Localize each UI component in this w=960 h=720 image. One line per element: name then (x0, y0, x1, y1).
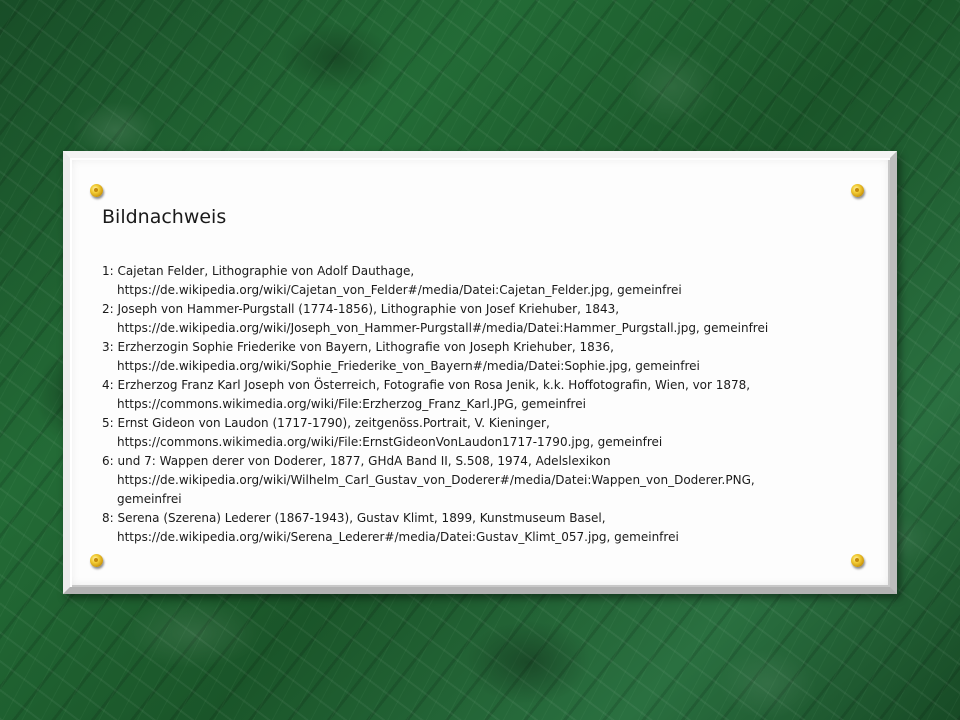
credit-source-url: https://de.wikipedia.org/wiki/Wilhelm_Carl_Gustav_von_Doderer#/media/Datei:Wappen_von_Doderer.PNG, (117, 473, 755, 487)
credit-description: 4: Erzherzog Franz Karl Joseph von Österreich, Fotografie von Rosa Jenik, k.k. Hoffotografin, Wien, vor 1878, (102, 378, 751, 392)
credit-item (102, 300, 862, 338)
pin-top-left (90, 184, 103, 197)
credit-description: 8: Serena (Szerena) Lederer (1867-1943), Gustav Klimt, 1899, Kunstmuseum Basel, (102, 511, 606, 525)
credits-list (102, 262, 862, 547)
pin-bottom-left (90, 554, 103, 567)
credit-item (102, 376, 862, 414)
credit-license: gemeinfrei (117, 492, 182, 506)
credit-source-url: https://de.wikipedia.org/wiki/Sophie_Friederike_von_Bayern#/media/Datei:Sophie.jpg, gemeinfrei (117, 359, 700, 373)
credit-item (102, 338, 862, 376)
credit-description: 3: Erzherzogin Sophie Friederike von Bayern, Lithografie von Joseph Kriehuber, 1836, (102, 340, 614, 354)
pin-top-right (851, 184, 864, 197)
credit-source-url: https://de.wikipedia.org/wiki/Joseph_von_Hammer-Purgstall#/media/Datei:Hammer_Purgstall.jpg, gemeinfrei (117, 321, 769, 335)
credit-source-url: https://commons.wikimedia.org/wiki/File:Erzherzog_Franz_Karl.JPG, gemeinfrei (117, 397, 586, 411)
page-title: Bildnachweis (102, 206, 227, 228)
pin-bottom-right (851, 554, 864, 567)
credit-description: 5: Ernst Gideon von Laudon (1717-1790), zeitgenöss.Portrait, V. Kieninger, (102, 416, 550, 430)
credit-item (102, 452, 862, 509)
credit-description: 2: Joseph von Hammer-Purgstall (1774-1856), Lithographie von Josef Kriehuber, 1843, (102, 302, 620, 316)
credit-description: 6: und 7: Wappen derer von Doderer, 1877, GHdA Band II, S.508, 1974, Adelslexikon (102, 454, 611, 468)
credit-source-url: https://commons.wikimedia.org/wiki/File:ErnstGideonVonLaudon1717-1790.jpg, gemeinfrei (117, 435, 663, 449)
credit-item (102, 509, 862, 547)
credit-item (102, 262, 862, 300)
credit-description: 1: Cajetan Felder, Lithographie von Adolf Dauthage, (102, 264, 415, 278)
credit-source-url: https://de.wikipedia.org/wiki/Serena_Lederer#/media/Datei:Gustav_Klimt_057.jpg, gemeinfrei (117, 530, 679, 544)
credit-item (102, 414, 862, 452)
credit-source-url: https://de.wikipedia.org/wiki/Cajetan_von_Felder#/media/Datei:Cajetan_Felder.jpg, gemeinfrei (117, 283, 682, 297)
